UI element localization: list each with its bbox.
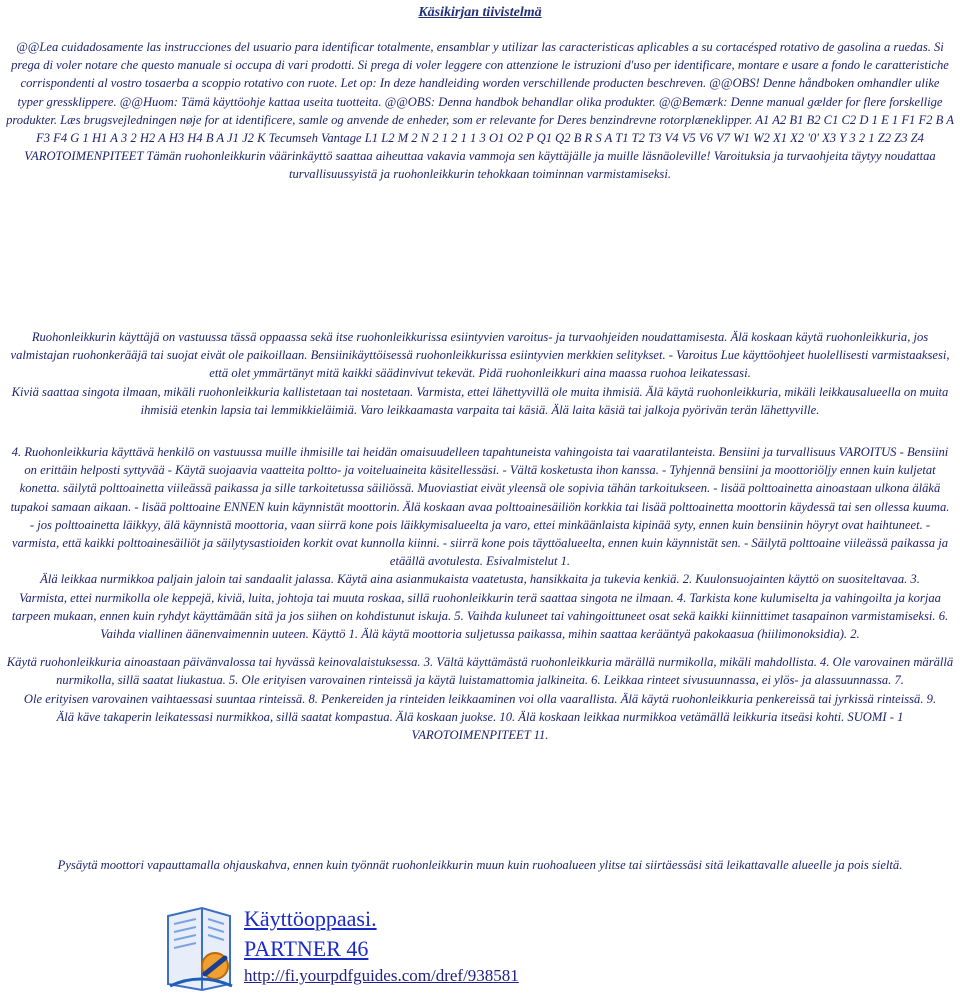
paragraph: Älä leikkaa nurmikkoa paljain jaloin tai sandaalit jalassa. Käytä aina asianmukaista vaatetusta, hansikkaita ja tukevia kenkiä. 2. Kuulonsuojainten käyttö on suositeltavaa. 3. [40,572,920,587]
paragraph: Käytä ruohonleikkuria ainoastaan päivänvalossa tai hyvässä keinovalaistuksessa. 3. Vältä käyttämästä ruohonleikkuria märällä nurmikolla, mikäli mahdollista. 4. Ole varovainen märällä nurmikolla, sillä saatat liukastua. 5. Ole erityisen varovainen rinteissä ja käytä luistamattomia jalkineita. 6. Leikkaa rinteet sivusuunnassa, ei ylös- ja alassuunnassa. 7. [6,655,954,688]
url-link[interactable]: http://fi.yourpdfguides.com/dref/938581 [244,966,519,985]
paragraph: Ole erityisen varovainen vaihtaessasi suuntaa rinteissä. 8. Penkereiden ja rinteiden leikkaaminen voi olla vaarallista. Älä käytä ruohonleikkuria penkereissä tai jyrkissä rinteissä. 9. [23,691,937,706]
manual-link[interactable]: Käyttöoppaasi. [244,906,377,931]
paragraph: @@Lea cuidadosamente las instrucciones del usuario para identificar totalmente, ensamblar y utilizar las caracteristicas aplicables a su cortacésped rotativo de gasolina a ruedas. Si prega di voler notare che questo manuale si occupa di vari prodotti. Si prega di voler leggere con attenzione le istruzioni d'uso per identificare, montare e usare a fondo le caratteristiche corrispondenti al vostro tosaerba a scoppio rotativo con ruote. Let op: In deze handleiding worden verschillende producten beschreven. @@OBS! Denne håndboken omhandler ulike typer gressklippere. @@Huom: Tämä käyttöohje kattaa useita tuotteita. @@OBS: Denna handbok behandlar olika produkter. @@Bemærk: Denne manual gælder for flere forskellige produkter. Læs brugsvejledningen nøje for at identificere, samle og anvende de enheder, som er relevante for Deres benzindrevne rotorplæneklipper. A1 A2 B1 B2 C1 C2 D 1 E 1 F1 F2 B A F3 F4 G 1 H1 A 3 2 H2 A H3 H4 B A J1 J2 K Tecumseh Vantage L1 L2 M 2 N 2 1 2 1 1 3 O1 O2 P Q1 Q2 B R S A T1 T2 T3 V4 V5 V6 V7 W1 W2 X1 X2 '0' X3 Y 3 2 1 Z2 Z3 Z4 VAROTOIMENPITEET Tämän ruohonleikkurin väärinkäyttö saattaa aiheuttaa vakavia vammoja sen käyttäjälle ja muille läsnäoleville! Varoituksia ja turvaohjeita täytyy noudattaa turvallisuussyistä ja ruohonleikkurin tehokkaan toiminnan varmistamiseksi. [6,40,954,182]
paragraph: Älä käve takaperin leikatessasi nurmikkoa, sillä saatat kompastua. Älä koskaan juokse. 10. Älä koskaan leikkaa nurmikkoa vetämällä leikkuria itseäsi kohti. SUOMI - 1 VAROTOIMENPITEET 11. [56,709,904,743]
operation-section [6,856,954,906]
fuel-safety-section [6,443,954,853]
paragraph: Ruohonleikkurin käyttäjä on vastuussa tässä oppaassa sekä itse ruohonleikkurissa esiintyvien varoitus- ja turvaohjeiden noudattamisesta. Älä koskaan käytä ruohonleikkuria, jos valmistajan ruohonkerääjä tai suojat eivät ole paikoillaan. Bensiinikäyttöisessä ruohonleikkurissa esiintyvien merkkien selitykset. - Varoitus Lue käyttöohjeet huolellisesti varmistaaksesi, että olet ymmärtänyt mitä kaikki säädinvivut tekevät. Pidä ruohonleikkuri aina maassa ruohoa leikatessasi. [10,330,950,381]
footer [160,902,760,994]
paragraph: Kiviä saattaa singota ilmaan, mikäli ruohonleikkuria kallistetaan tai nostetaan. Varmista, ettei lähettyvillä ole muita ihmisiä. Älä käytä ruohonleikkuria, mikäli leikkausalueella on muita ihmisiä etenkin lapsia tai lemmikkieläimiä. Varo leikkaamasta varpaita tai käsiä. Älä laita käsiä tai jalkoja pyörivän terän lähettyville. [11,384,949,417]
paragraph: Pysäytä moottori vapauttamalla ohjauskahva, ennen kuin työnnät ruohonleikkurin muun kuin ruohoalueen ylitse tai siirtäessäsi sitä leikattavalle alueelle ja pois sieltä. [57,858,903,872]
intro-section [6,38,954,328]
warnings-section [6,328,954,423]
paragraph: - jos polttoainetta läikkyy, älä käynnistä moottoria, vaan siirrä kone pois läikkymisalueelta ja varo, ettei minkäänlaista kipinää syty, ennen kuin bensiinin höyryt ovat haihtuneet. - varmista, että kaikki polttoainesäiliöt ja säilytysastioiden korkit ovat kunnolla kiinni. - siirrä kone pois täyttöalueelta, ennen kuin käynnistät sen. - Säilytä polttoaine viileässä paikassa ja etäällä avotulesta. Esivalmistelut 1. [12,517,948,569]
paragraph-spacer [6,643,954,653]
paragraph [6,419,954,423]
page-title: Käsikirjan tiivistelmä [418,5,542,20]
paragraph: Varmista, ettei nurmikolla ole keppejä, kiviä, luita, johtoja tai muuta roskaa, sillä ruohonleikkurin terä saattaa singota ne ilmaan. 4. Tarkista kone kulumiselta ja vahingoilta ja korjaa tarpeen mukaan, ennen kuin ryhdyt käyttämään sitä ja jos siihen on kohdistunut iskuja. 5. Vaihda kuluneet tai vahingoittuneet osat sekä kaikki kiinnittimet tasapainon varmistamiseksi. 6. Vaihda viallinen äänenvaimennin uuteen. Käyttö 1. Älä käytä moottoria suljetussa paikassa, mihin saattaa kerääntyä pakokaasua (hiilimonoksidia). 2. [11,590,949,642]
paragraph: 4. Ruohonleikkuria käyttävä henkilö on vastuussa muille ihmisille tai heidän omaisuudelleen tapahtuneista vahingoista tai vaaratilanteista. Bensiini ja turvallisuus VAROITUS - Bensiini on erittäin helposti syttyvää - Käytä suojaavia vaatteita poltto- ja voiteluaineita käsitellessäsi. - Vältä kosketusta ihon kanssa. - Tyhjennä bensiini ja moottoriöljy ennen kuin kuljetat konetta. säilytä polttoainetta viileässä paikassa ja sille tarkoitetussa säiliössä. Muoviastiat eivät yleensä ole sopivia tähän tarkoitukseen. - lisää polttoainetta ainoastaan ulkona äläkä tupakoi samaan aikaan. - lisää polttoaine ENNEN kuin käynnistät moottorin. Älä koskaan avaa polttoainesäiliön korkkia tai lisää polttoainetta moottorin käydessä tai sen ollessa kuuma. [10,445,950,514]
product-link[interactable]: PARTNER 46 [244,936,369,961]
manual-book-icon [160,902,238,992]
